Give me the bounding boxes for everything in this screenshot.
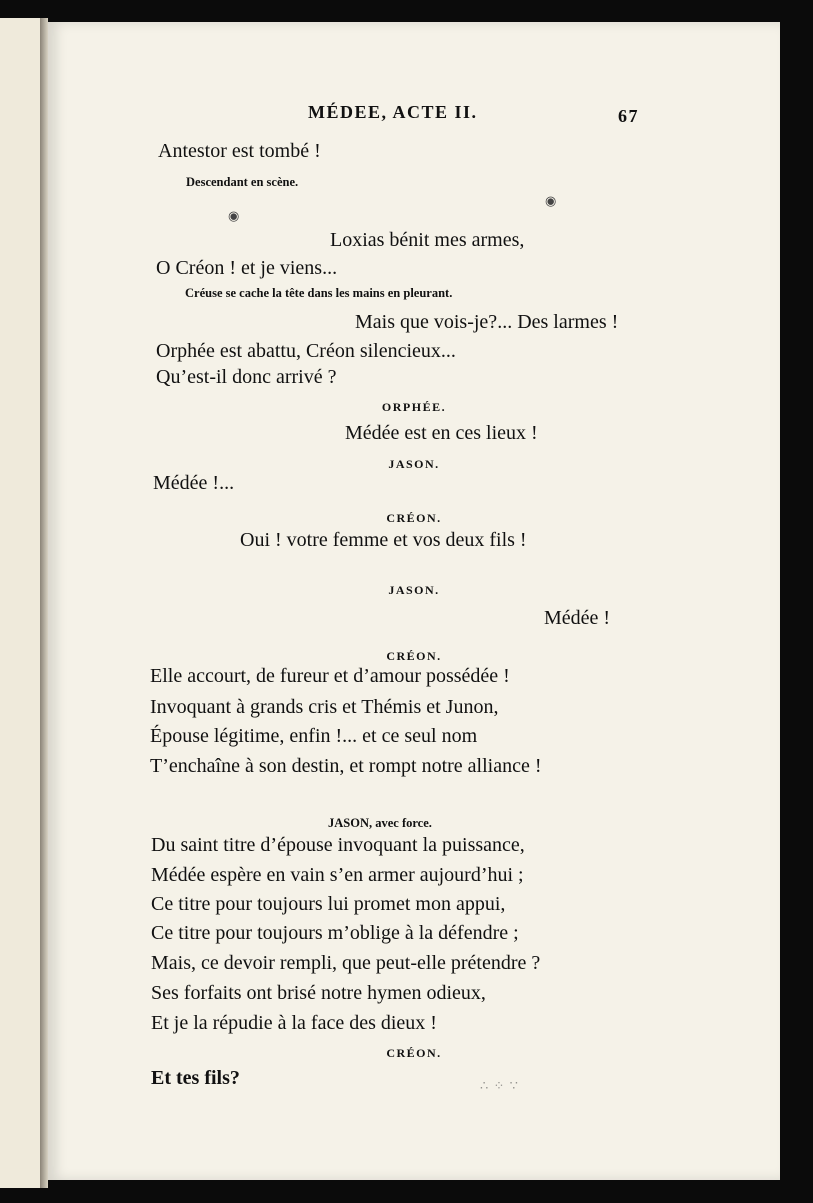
speaker-name: CRÉON. bbox=[386, 511, 442, 525]
verse-line: Du saint titre d’épouse invoquant la puissance, bbox=[151, 834, 525, 856]
verse-line: Médée espère en vain s’en armer aujourd’hui ; bbox=[151, 864, 524, 886]
verse-line: Mais que vois-je?... Des larmes ! bbox=[355, 311, 619, 333]
verse-line: Médée est en ces lieux ! bbox=[345, 422, 538, 444]
speaker-stage-direction: JASON, avec force. bbox=[328, 816, 432, 830]
book-page bbox=[48, 22, 780, 1180]
verse-line: Médée !... bbox=[153, 472, 235, 494]
verse-line: Mais, ce devoir rempli, que peut-elle prétendre ? bbox=[151, 952, 541, 974]
stage-direction: Créuse se cache la tête dans les mains en pleurant. bbox=[185, 286, 453, 300]
decorative-mark-icon: ◉ bbox=[228, 208, 240, 223]
left-page-edge bbox=[0, 18, 41, 1188]
decorative-mark-icon: ◉ bbox=[545, 193, 557, 208]
book-gutter bbox=[40, 18, 48, 1188]
verse-line: Ses forfaits ont brisé notre hymen odieux, bbox=[151, 982, 486, 1004]
verse-line: Ce titre pour toujours m’oblige à la défendre ; bbox=[151, 922, 519, 944]
verse-line: O Créon ! et je viens... bbox=[156, 257, 338, 279]
speaker-name: ORPHÉE. bbox=[381, 400, 447, 414]
verse-line: Elle accourt, de fureur et d’amour possédée ! bbox=[150, 665, 510, 687]
verse-line: Et tes fils? bbox=[151, 1067, 240, 1089]
stage-direction: Descendant en scène. bbox=[186, 175, 299, 189]
verse-line: Qu’est-il donc arrivé ? bbox=[156, 366, 337, 388]
verse-line: T’enchaîne à son destin, et rompt notre alliance ! bbox=[150, 755, 542, 777]
verse-line: Médée ! bbox=[544, 607, 611, 629]
verse-line: Oui ! votre femme et vos deux fils ! bbox=[240, 529, 527, 551]
ink-smudge-icon: ∴ ⁘ ∵ bbox=[480, 1078, 519, 1093]
verse-line: Orphée est abattu, Créon silencieux... bbox=[156, 340, 456, 362]
verse-line: Ce titre pour toujours lui promet mon appui, bbox=[151, 893, 506, 915]
verse-line: Antestor est tombé ! bbox=[158, 140, 321, 162]
speaker-name: JASON. bbox=[388, 583, 440, 597]
verse-line: Et je la répudie à la face des dieux ! bbox=[151, 1012, 437, 1034]
page-number: 67 bbox=[618, 106, 639, 126]
running-header: MÉDEE, ACTE II. bbox=[308, 102, 478, 122]
speaker-name: JASON. bbox=[388, 457, 440, 471]
speaker-name: CRÉON. bbox=[386, 1046, 442, 1060]
verse-line: Invoquant à grands cris et Thémis et Junon, bbox=[150, 696, 499, 718]
verse-line: Épouse légitime, enfin !... et ce seul nom bbox=[150, 725, 478, 747]
verse-line: Loxias bénit mes armes, bbox=[330, 229, 525, 251]
speaker-name: CRÉON. bbox=[386, 649, 442, 663]
